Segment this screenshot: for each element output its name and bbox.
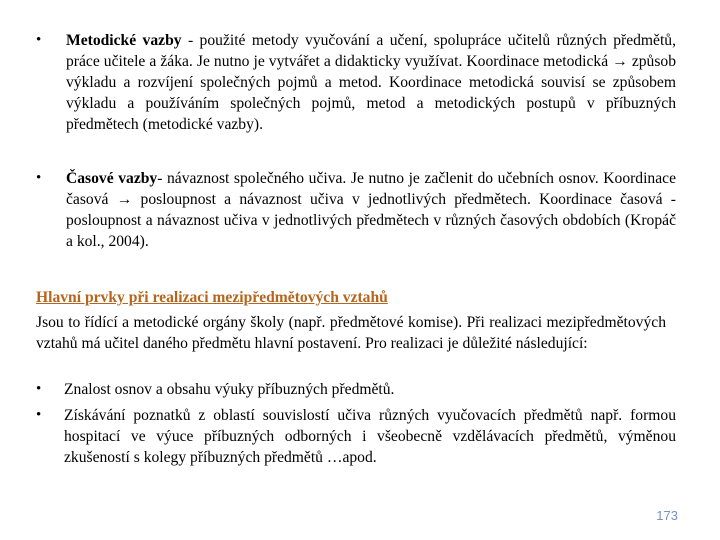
term-label: Metodické vazby <box>66 32 182 49</box>
page-number: 173 <box>656 508 678 523</box>
bullet-icon: • <box>36 381 42 397</box>
bullet-text <box>66 30 676 135</box>
bullet-icon: • <box>36 170 42 186</box>
bullet-text: Znalost osnov a obsahu výuky příbuzných předmětů. <box>64 381 395 398</box>
bullet-text <box>66 168 676 252</box>
bullet-item-ziskavani-poznatku <box>36 405 676 468</box>
bullet-item-metodicke-vazby <box>36 30 676 135</box>
section-heading: Hlavní prvky při realizaci mezipředmětových vztahů <box>36 289 388 306</box>
term-label: Časové vazby <box>66 170 158 187</box>
bullet-icon: • <box>36 407 42 423</box>
term-description: - návaznost společného učiva. Je nutno je začlenit do učebních osnov. Koordinace časová → posloupnost a návaznost učiva v jednotlivých předmětech. Koordinace časová - posloupnost a návaznost učiva v jednotlivých předmětech v různých časových obdobích (Kropáč a kol., 2004). <box>66 170 676 250</box>
bullet-text: Získávání poznatků z oblastí souvislostí učiva různých vyučovacích předmětů např. formou hospitací ve výuce příbuzných odborných i všeobecně vzdělávacích předmětů, výměnou zkušeností s kolegy příbuzných předmětů …apod. <box>64 407 676 466</box>
bullet-item-casove-vazby <box>36 168 676 252</box>
bullet-icon: • <box>36 32 42 48</box>
intro-paragraph: Jsou to řídící a metodické orgány školy (např. předmětové komise). Při realizaci mezipředmětových vztahů má učitel daného předmětu hlavní postavení. Pro realizaci je důležité následující: <box>36 314 666 352</box>
bullet-item-znalost-osnov <box>36 379 676 400</box>
term-description: - použité metody vyučování a učení, spolupráce učitelů různých předmětů, práce učitele a žáka. Je nutno je vytvářet a didakticky využívat. Koordinace metodická → způsob výkladu a rozvíjení společných pojmů a metod. Koordinace metodická souvisí se způsobem výkladu a používáním společných pojmů, metod a metodických postupů v příbuzných předmětech (metodické vazby). <box>66 32 676 133</box>
